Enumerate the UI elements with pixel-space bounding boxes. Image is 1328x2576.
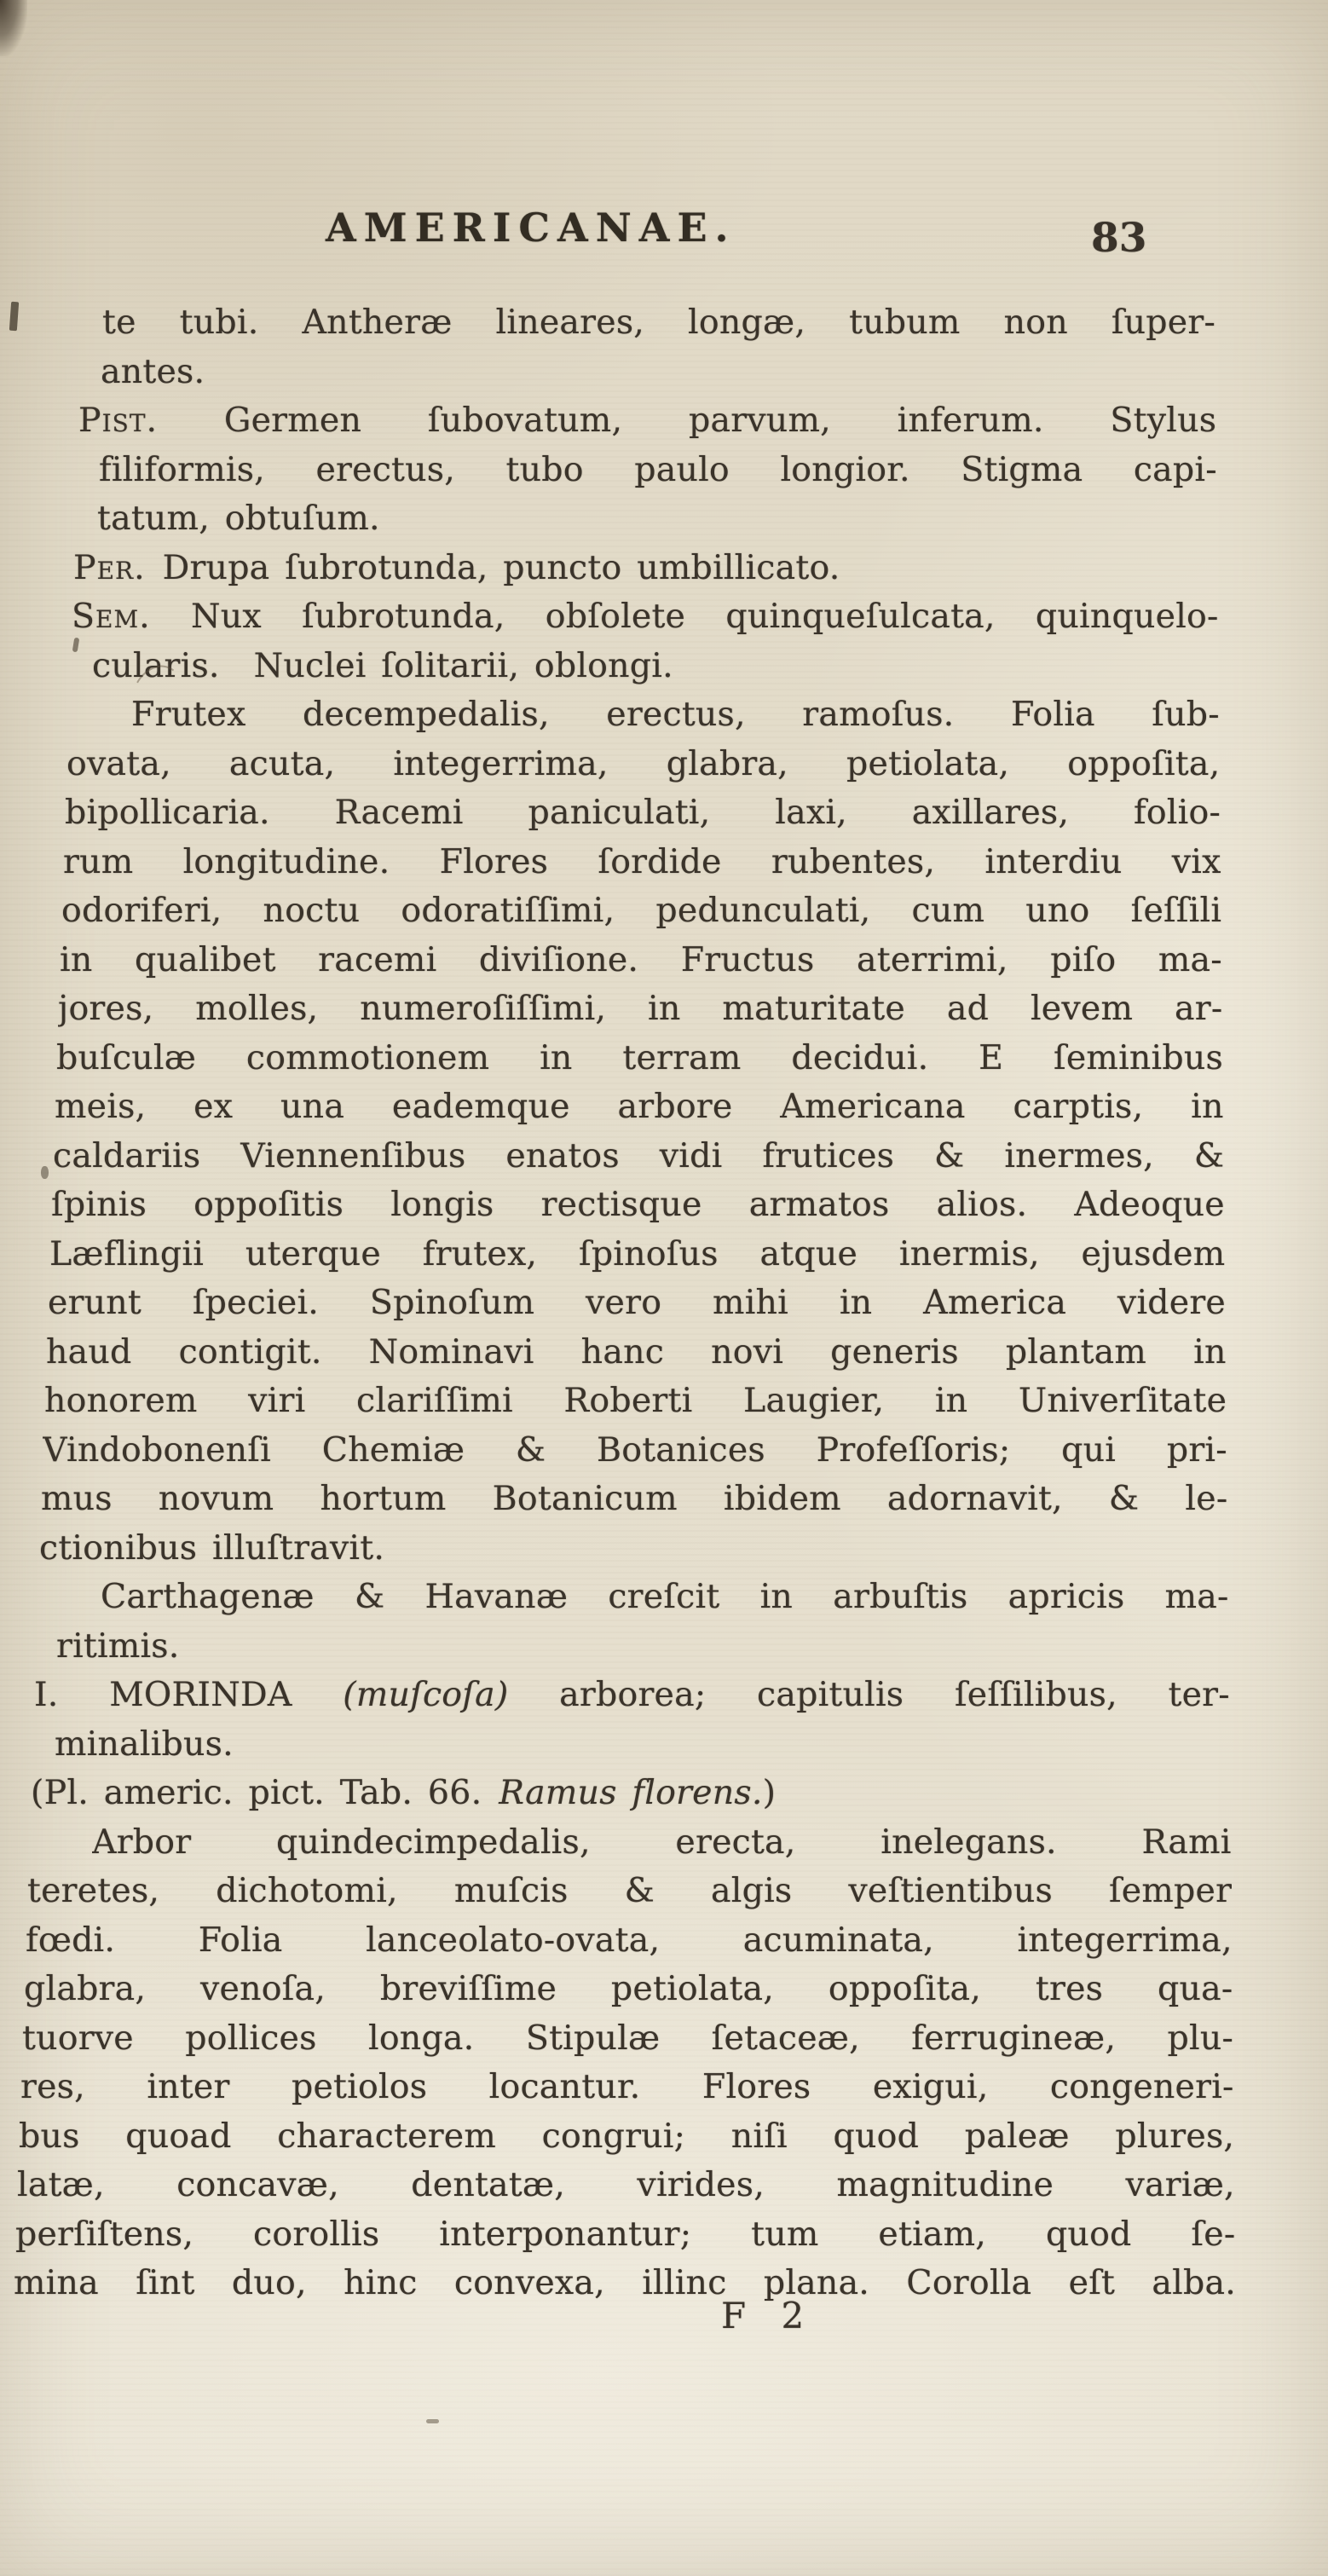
text-segment: Drupa ſubrotunda, puncto umbillicato. bbox=[145, 547, 840, 587]
text-segment: mus novum hortum Botanicum ibidem adornavit, & le- bbox=[41, 1479, 1228, 1518]
text-segment: perſiſtens, corollis interponantur; tum etiam, quod ſe- bbox=[15, 2214, 1236, 2254]
text-line bbox=[26, 1916, 1233, 1966]
ink-speck bbox=[426, 2419, 439, 2423]
text-segment: (muſcoſa) bbox=[343, 1675, 509, 1714]
text-line bbox=[48, 1279, 1226, 1328]
text-line bbox=[49, 1230, 1225, 1279]
text-segment: buſculæ commotionem in terram decidui. E ſeminibus bbox=[56, 1037, 1223, 1077]
text-segment: bus quoad characterem congrui; niſi quod paleæ plures, bbox=[19, 2116, 1235, 2156]
text-segment: Sem. bbox=[72, 597, 151, 636]
signature-mark: F 2 bbox=[721, 2295, 817, 2336]
text-line bbox=[65, 788, 1221, 838]
corner-stain bbox=[0, 0, 27, 56]
text-line bbox=[17, 2161, 1235, 2210]
text-segment: I. MORINDA bbox=[34, 1675, 344, 1714]
text-segment: ſpinis oppoſitis longis rectisque armatos alios. Adeoque bbox=[51, 1185, 1225, 1224]
text-segment: meis, ex una eademque arbore Americana carptis, in bbox=[55, 1087, 1224, 1126]
text-segment: caldariis Viennenſibus enatos vidi frutices & inermes, & bbox=[53, 1135, 1225, 1175]
text-line bbox=[39, 1524, 1228, 1574]
text-line bbox=[101, 348, 1216, 397]
text-segment: honorem viri clariſſimi Roberti Laugier, in Univerſitate bbox=[44, 1381, 1227, 1420]
text-line bbox=[72, 592, 1219, 642]
text-line bbox=[63, 838, 1221, 887]
text-line bbox=[99, 446, 1217, 495]
text-line bbox=[31, 1769, 1231, 1818]
text-segment: erunt ſpeciei. Spinoſum vero mihi in America videre bbox=[48, 1283, 1226, 1322]
text-line bbox=[44, 1377, 1227, 1426]
text-segment: in qualibet racemi diviſione. Fructus aterrimi, piſo ma- bbox=[60, 939, 1222, 979]
text-segment: rum longitudine. Flores ſordide rubentes, interdiu vix bbox=[63, 841, 1221, 881]
text-line bbox=[14, 2259, 1236, 2308]
text-line bbox=[66, 740, 1220, 789]
text-segment: Carthagenæ & Havanæ creſcit in arbuſtis apricis ma- bbox=[101, 1577, 1229, 1616]
text-line bbox=[102, 298, 1215, 348]
text-segment: odoriferi, noctu odoratiſſimi, pedunculati, cum uno ſeſſili bbox=[61, 891, 1222, 930]
text-line bbox=[19, 2112, 1234, 2162]
text-segment: fœdi. Folia lanceolato-ovata, acuminata, integerrima, bbox=[26, 1920, 1233, 1960]
text-line bbox=[53, 1132, 1224, 1181]
text-segment: bipollicaria. Racemi paniculati, laxi, axillares, folio- bbox=[65, 793, 1221, 832]
text-line bbox=[22, 2014, 1233, 2064]
text-segment: Ramus florens. bbox=[499, 1773, 763, 1812]
text-segment: te tubi. Antheræ lineares, longæ, tubum non ſuper- bbox=[102, 303, 1215, 342]
text-segment: Frutex decempedalis, erectus, ramoſus. Folia ſub- bbox=[131, 695, 1220, 734]
text-segment: Vindobonenſi Chemiæ & Botanices Profeſſoris; qui pri- bbox=[43, 1430, 1227, 1470]
text-line bbox=[60, 936, 1222, 985]
text-line bbox=[34, 1671, 1230, 1720]
text-segment: minalibus. bbox=[55, 1724, 234, 1764]
text-line bbox=[56, 1622, 1229, 1672]
text-segment: arborea; capitulis ſeſſilibus, ter- bbox=[508, 1675, 1230, 1714]
text-line bbox=[43, 1426, 1227, 1476]
text-segment: latæ, concavæ, dentatæ, virides, magnitudine variæ, bbox=[17, 2165, 1235, 2204]
text-line bbox=[51, 1181, 1225, 1230]
text-segment: mina ſint duo, hinc convexa, illinc plana. Corolla eſt alba. bbox=[14, 2263, 1236, 2302]
text-line bbox=[101, 1573, 1229, 1622]
text-segment: filiformis, erectus, tubo paulo longior. Stigma capi- bbox=[99, 449, 1217, 489]
text-segment: ctionibus illuſtravit. bbox=[39, 1528, 385, 1568]
ink-speck bbox=[41, 1166, 49, 1179]
text-segment: tuorve pollices longa. Stipulæ ſetaceæ, ferrugineæ, plu- bbox=[22, 2018, 1233, 2058]
text-line bbox=[61, 887, 1221, 936]
text-segment: glabra, venoſa, breviſſime petiolata, oppoſita, tres qua- bbox=[24, 1969, 1233, 2008]
text-line bbox=[58, 985, 1222, 1034]
text-line bbox=[92, 642, 1219, 691]
text-segment: ) bbox=[762, 1773, 777, 1812]
text-segment: antes. bbox=[101, 351, 205, 391]
text-segment: (Pl. americ. pict. Tab. 66. bbox=[31, 1773, 499, 1812]
text-line bbox=[27, 1867, 1232, 1916]
text-segment: haud contigit. Nominavi hanc novi generis plantam in bbox=[46, 1331, 1227, 1372]
text-line bbox=[56, 1034, 1223, 1083]
text-segment: Pist. bbox=[78, 401, 159, 440]
text-line bbox=[55, 1720, 1230, 1770]
text-line bbox=[92, 1818, 1232, 1868]
text-segment: ritimis. bbox=[56, 1626, 180, 1666]
text-segment: Arbor quindecimpedalis, erecta, inelegans. Rami bbox=[92, 1822, 1232, 1862]
text-segment: teretes, dichotomi, muſcis & algis veſtientibus ſemper bbox=[27, 1871, 1233, 1910]
text-line bbox=[131, 690, 1220, 740]
text-line bbox=[41, 1475, 1227, 1524]
page-number: 83 bbox=[1091, 215, 1147, 262]
text-segment: Nux ſubrotunda, obſolete quinqueſulcata, quinquelo- bbox=[150, 597, 1219, 636]
body-text bbox=[0, 298, 1328, 2308]
text-segment: tatum, obtuſum. bbox=[97, 499, 380, 538]
text-line bbox=[97, 494, 1217, 544]
text-segment: jores, molles, numeroſiſſimi, in maturitate ad levem ar- bbox=[58, 989, 1223, 1028]
running-header: AMERICANAE. bbox=[326, 205, 736, 251]
text-segment: Læflingii uterque frutex, ſpinoſus atque inermis, ejusdem bbox=[49, 1233, 1226, 1274]
text-line bbox=[15, 2210, 1235, 2260]
text-segment: cularis. Nuclei ſolitarii, oblongi. bbox=[92, 645, 673, 685]
text-line bbox=[78, 396, 1216, 446]
text-line bbox=[24, 1965, 1233, 2014]
text-segment: ovata, acuta, integerrima, glabra, petiolata, oppoſita, bbox=[66, 743, 1221, 783]
text-segment: Per. bbox=[73, 547, 146, 587]
text-line bbox=[55, 1083, 1224, 1132]
text-line bbox=[73, 544, 1218, 593]
text-line bbox=[46, 1328, 1227, 1378]
text-segment: res, inter petiolos locantur. Flores exigui, congeneri- bbox=[20, 2067, 1234, 2106]
text-line bbox=[20, 2063, 1234, 2112]
text-segment: Germen ſubovatum, parvum, inferum. Stylus bbox=[158, 401, 1217, 440]
